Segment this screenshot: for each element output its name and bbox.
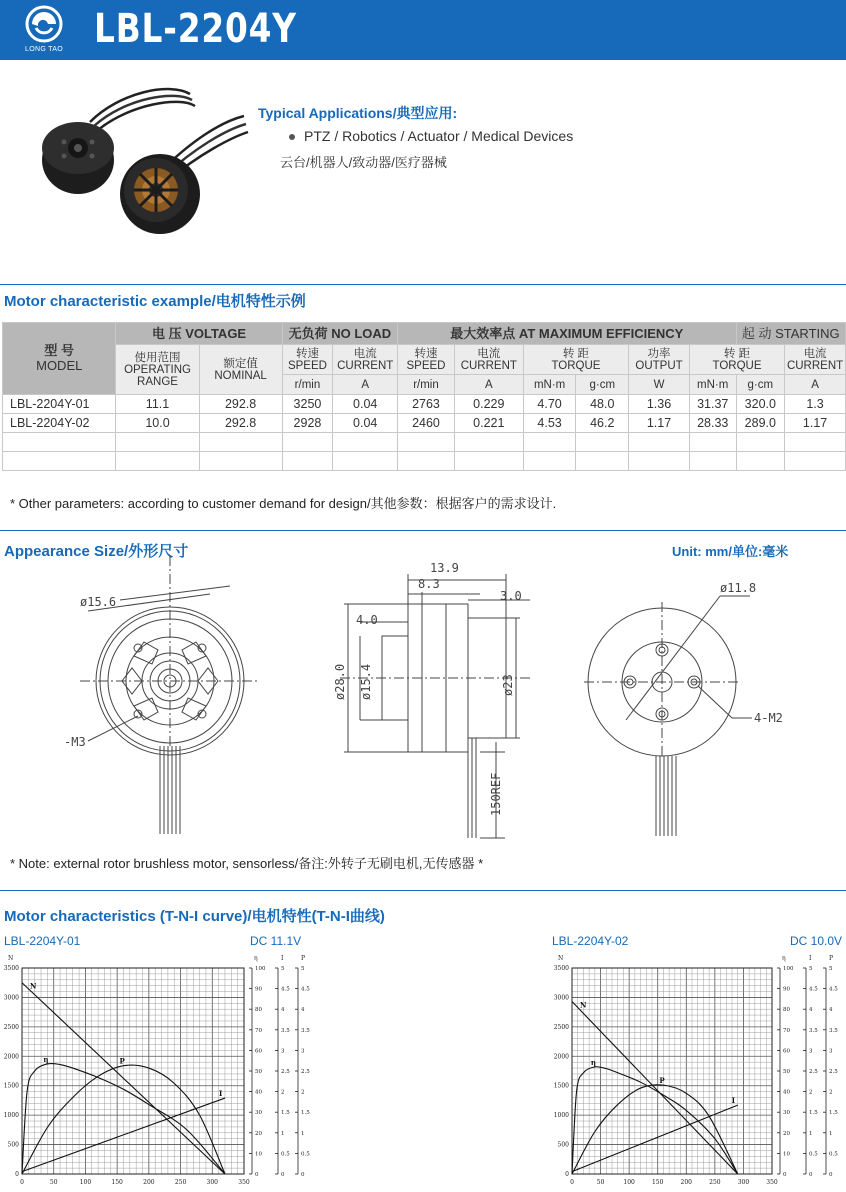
model-header-en: MODEL <box>36 358 83 373</box>
nominal-header <box>199 345 282 395</box>
right-tick-label: 1.5 <box>829 1110 838 1117</box>
dim-label: -M3 <box>64 735 86 749</box>
company-logo <box>14 4 74 58</box>
table-cell: 2928 <box>282 414 333 433</box>
unit-cell: r/min <box>398 375 455 395</box>
back-view <box>584 596 752 836</box>
table-cell: 28.33 <box>689 414 736 433</box>
right-tick-label: 3.5 <box>281 1027 290 1034</box>
right-tick-label: 4 <box>281 1007 285 1014</box>
right-tick-label: 4.5 <box>301 986 310 993</box>
noload-speed-header <box>282 345 333 375</box>
right-tick-label: 0.5 <box>829 1151 838 1158</box>
x-tick-label: 150 <box>111 1179 123 1186</box>
table-cell: 0.221 <box>454 414 523 433</box>
unit-cell: g·cm <box>576 375 629 395</box>
right-tick-label: 1 <box>809 1130 813 1137</box>
series-label: N <box>580 1000 587 1010</box>
maxeff-current-header <box>454 345 523 375</box>
right-tick-label: 10 <box>783 1151 790 1158</box>
right-tick-label: 100 <box>255 966 266 972</box>
right-tick-label: 0 <box>809 1172 813 1178</box>
x-tick-label: 50 <box>49 1179 58 1186</box>
right-tick-label: 0 <box>829 1172 833 1178</box>
table-cell: 3250 <box>282 395 333 414</box>
logo-mark-icon <box>14 4 74 46</box>
table-cell: 1.17 <box>629 414 690 433</box>
right-tick-label: 70 <box>783 1027 790 1034</box>
dim-label: 13.9 <box>430 561 459 575</box>
current-cn: 电流 <box>803 347 827 360</box>
right-tick-label: 3 <box>301 1048 305 1055</box>
nominal-en: NOMINAL <box>214 369 267 382</box>
table-cell: 48.0 <box>576 395 629 414</box>
motor-photo <box>30 82 250 242</box>
table-cell: 1.3 <box>785 395 846 414</box>
x-tick-label: 150 <box>651 1179 664 1186</box>
current-en: CURRENT <box>786 359 844 372</box>
unit-cell: A <box>454 375 523 395</box>
section-title-appearance: Appearance Size/外形尺寸 <box>4 543 189 560</box>
right-tick-label: 2 <box>301 1089 305 1096</box>
dim-label: ø11.8 <box>720 581 757 595</box>
dim-label: ø28.0 <box>333 663 347 700</box>
right-tick-label: 3.5 <box>301 1027 310 1034</box>
right-tick-label: 2 <box>829 1089 833 1096</box>
series-label: P <box>119 1056 125 1066</box>
table-cell: 4.70 <box>523 395 576 414</box>
dim-label: 3.0 <box>500 589 522 603</box>
range-en: OPERATING RANGE <box>124 363 191 388</box>
y-tick-label: 3000 <box>553 994 569 1002</box>
right-tick-label: 1 <box>829 1130 833 1137</box>
right-tick-label: 2.5 <box>809 1069 818 1075</box>
speed-cn: 转速 <box>414 347 438 360</box>
right-tick-label: 4 <box>809 1007 813 1014</box>
x-tick-label: 300 <box>737 1179 750 1186</box>
section-divider <box>0 530 846 531</box>
table-cell: 292.8 <box>199 414 282 433</box>
unit-label: Unit: mm/单位:毫米 <box>672 544 789 559</box>
right-tick-label: 40 <box>783 1089 790 1096</box>
right-tick-label: 20 <box>783 1130 790 1137</box>
x-tick-label: 250 <box>174 1179 187 1186</box>
right-tick-label: 4 <box>829 1007 833 1014</box>
torque-en: TORQUE <box>712 359 762 372</box>
series-label: η <box>43 1054 49 1064</box>
speed-en: SPEED <box>287 359 327 372</box>
dim-label: 4.0 <box>356 613 378 627</box>
chart-subtitle-2: DC 10.0V <box>790 934 843 948</box>
right-tick-label: 2 <box>809 1089 813 1096</box>
range-header <box>116 345 199 395</box>
right-tick-label: 80 <box>255 1007 262 1014</box>
right-tick-label: 0.5 <box>301 1151 310 1158</box>
right-tick-label: 0.5 <box>281 1151 290 1158</box>
torque-cn: 转 距 <box>562 347 590 360</box>
no-load-header: 无负荷 NO LOAD <box>282 323 398 345</box>
unit-cell: r/min <box>282 375 333 395</box>
right-tick-label: 0 <box>783 1172 787 1178</box>
y-tick-label: 500 <box>7 1141 19 1149</box>
unit-cell: W <box>629 375 690 395</box>
y-tick-label: 2000 <box>553 1053 569 1061</box>
right-axis-label: I <box>281 955 284 962</box>
spec-table <box>2 322 846 471</box>
noload-current-header <box>333 345 398 375</box>
table-cell: 31.37 <box>689 395 736 414</box>
series-line-N <box>572 1002 738 1174</box>
y-tick-label: 1500 <box>3 1082 19 1090</box>
right-tick-label: 4.5 <box>829 986 838 993</box>
table-cell: 1.36 <box>629 395 690 414</box>
section-divider <box>0 890 846 891</box>
x-tick-label: 100 <box>79 1179 92 1186</box>
table-cell: 11.1 <box>116 395 199 414</box>
right-tick-label: 2.5 <box>301 1069 310 1075</box>
dim-label: ø23 <box>501 674 515 696</box>
axis-label-n: N <box>558 955 564 962</box>
range-cn: 使用范围 <box>134 351 181 364</box>
torque-cn: 转 距 <box>723 347 751 360</box>
tni-chart-2 <box>546 950 846 1192</box>
table-cell: 2460 <box>398 414 455 433</box>
dim-label: ø15.4 <box>359 663 373 700</box>
x-tick-label: 200 <box>143 1179 155 1186</box>
right-tick-label: 40 <box>255 1089 262 1096</box>
current-en: CURRENT <box>337 359 394 372</box>
series-line-η <box>572 1067 738 1174</box>
dim-label: 8.3 <box>418 577 440 591</box>
right-tick-label: 20 <box>255 1130 262 1137</box>
starting-header: 起 动 STARTING <box>736 323 846 345</box>
y-tick-label: 2500 <box>3 1023 19 1031</box>
table-cell: 10.0 <box>116 414 199 433</box>
logo-text: LONG TAO <box>25 46 63 53</box>
right-tick-label: 0.5 <box>809 1151 818 1158</box>
y-tick-label: 1500 <box>553 1082 569 1090</box>
section-divider <box>0 284 846 285</box>
table-cell: 0.04 <box>333 395 398 414</box>
right-tick-label: 5 <box>809 966 813 972</box>
right-tick-label: 100 <box>783 966 794 972</box>
starting-current-header <box>785 345 846 375</box>
series-label: η <box>590 1057 596 1067</box>
table-cell: LBL-2204Y-01 <box>3 395 116 414</box>
y-tick-label: 0 <box>15 1171 19 1178</box>
applications-en: PTZ / Robotics / Actuator / Medical Devices <box>304 128 574 144</box>
right-tick-label: 70 <box>255 1027 262 1034</box>
table-cell: 0.229 <box>454 395 523 414</box>
right-tick-label: 5 <box>281 966 285 972</box>
dim-label: 4-M2 <box>754 711 783 725</box>
right-tick-label: 4.5 <box>809 986 818 993</box>
right-tick-label: 50 <box>255 1069 262 1075</box>
series-label: I <box>731 1096 735 1106</box>
other-params-note: * Other parameters: according to customer demand for design/其他参数：根据客户的需求设计. <box>10 496 557 511</box>
y-tick-label: 3500 <box>3 965 19 972</box>
right-tick-label: 30 <box>783 1110 790 1117</box>
output-en: OUTPUT <box>635 359 683 372</box>
series-label: I <box>218 1089 223 1099</box>
right-tick-label: 90 <box>783 986 790 993</box>
x-tick-label: 350 <box>238 1179 250 1186</box>
right-tick-label: 3 <box>281 1048 285 1055</box>
right-tick-label: 2.5 <box>829 1069 838 1075</box>
table-cell: 2763 <box>398 395 455 414</box>
table-row <box>3 414 846 433</box>
maxeff-speed-header <box>398 345 455 375</box>
right-tick-label: 3.5 <box>829 1027 838 1034</box>
unit-cell: A <box>785 375 846 395</box>
right-tick-label: 5 <box>829 966 833 972</box>
right-tick-label: 60 <box>783 1048 790 1055</box>
right-tick-label: 50 <box>783 1069 790 1075</box>
table-cell: LBL-2204Y-02 <box>3 414 116 433</box>
chart-title-1: LBL-2204Y-01 <box>4 934 81 948</box>
speed-cn: 转速 <box>295 347 319 360</box>
right-tick-label: 90 <box>255 986 262 993</box>
bullet-icon <box>289 134 295 140</box>
max-eff-header: 最大效率点 AT MAXIMUM EFFICIENCY <box>398 323 736 345</box>
header-bar <box>0 0 846 60</box>
maxeff-output-header <box>629 345 690 375</box>
plot-frame <box>22 968 244 1174</box>
dim-label: 150REF <box>489 772 503 816</box>
right-tick-label: 1.5 <box>301 1110 310 1117</box>
nominal-cn: 额定值 <box>223 357 258 370</box>
axis-label-n: N <box>8 955 14 962</box>
dim-label: ø15.6 <box>80 595 117 609</box>
right-tick-label: 1 <box>301 1130 305 1137</box>
right-axis-label: η <box>254 955 258 962</box>
right-tick-label: 0 <box>255 1172 259 1178</box>
motor-note: * Note: external rotor brushless motor, sensorless/备注:外转子无刷电机,无传感器 * <box>10 856 484 871</box>
right-tick-label: 30 <box>255 1110 262 1117</box>
table-row-empty <box>3 452 846 471</box>
right-tick-label: 3 <box>809 1048 813 1055</box>
plot-frame <box>572 968 772 1174</box>
right-tick-label: 4.5 <box>281 986 290 993</box>
model-header-cn: 型 号 <box>44 343 75 358</box>
current-cn: 电流 <box>477 347 501 360</box>
series-label: P <box>659 1076 665 1086</box>
right-tick-label: 5 <box>301 966 305 972</box>
current-en: CURRENT <box>460 359 517 372</box>
starting-torque-header <box>689 345 784 375</box>
right-axis-label: η <box>782 955 786 962</box>
y-tick-label: 2000 <box>3 1053 19 1061</box>
right-axis-label: I <box>809 955 812 962</box>
series-label: N <box>30 981 37 991</box>
right-tick-label: 1.5 <box>809 1110 818 1117</box>
maxeff-torque-header <box>523 345 628 375</box>
right-tick-label: 0 <box>301 1172 305 1178</box>
table-cell: 1.17 <box>785 414 846 433</box>
current-cn: 电流 <box>353 347 377 360</box>
right-axis-label: P <box>301 955 306 962</box>
y-tick-label: 0 <box>565 1171 569 1178</box>
right-tick-label: 2 <box>281 1089 285 1096</box>
right-tick-label: 60 <box>255 1048 262 1055</box>
right-tick-label: 1 <box>281 1130 285 1137</box>
voltage-header: 电 压 VOLTAGE <box>116 323 282 345</box>
unit-cell: A <box>333 375 398 395</box>
right-tick-label: 0 <box>281 1172 285 1178</box>
x-tick-label: 300 <box>206 1179 219 1186</box>
model-header <box>3 323 116 395</box>
unit-cell: mN·m <box>689 375 736 395</box>
output-cn: 功率 <box>647 347 671 360</box>
table-cell: 289.0 <box>736 414 785 433</box>
right-tick-label: 2.5 <box>281 1069 290 1075</box>
table-row-empty <box>3 433 846 452</box>
x-tick-label: 50 <box>596 1179 605 1186</box>
table-cell: 320.0 <box>736 395 785 414</box>
y-tick-label: 3500 <box>553 965 569 972</box>
x-tick-label: 100 <box>623 1179 635 1186</box>
table-cell: 4.53 <box>523 414 576 433</box>
right-tick-label: 3 <box>829 1048 833 1055</box>
torque-en: TORQUE <box>551 359 601 372</box>
x-tick-label: 0 <box>570 1179 574 1186</box>
right-tick-label: 1.5 <box>281 1110 290 1117</box>
right-tick-label: 3.5 <box>809 1027 818 1034</box>
unit-cell: g·cm <box>736 375 785 395</box>
table-row <box>3 395 846 414</box>
chart-subtitle-1: DC 11.1V <box>250 934 302 948</box>
y-tick-label: 1000 <box>553 1112 569 1120</box>
dimension-drawing <box>60 556 800 846</box>
table-cell: 46.2 <box>576 414 629 433</box>
series-line-P <box>572 1085 738 1174</box>
y-tick-label: 1000 <box>3 1112 19 1120</box>
right-tick-label: 4 <box>301 1007 305 1014</box>
right-tick-label: 80 <box>783 1007 790 1014</box>
right-tick-label: 10 <box>255 1151 262 1158</box>
applications-title: Typical Applications/典型应用: <box>258 105 458 121</box>
unit-cell: mN·m <box>523 375 576 395</box>
chart-title-2: LBL-2204Y-02 <box>552 934 629 948</box>
x-tick-label: 350 <box>766 1179 778 1186</box>
speed-en: SPEED <box>406 359 446 372</box>
page-title: LBL-2204Y <box>94 6 297 52</box>
y-tick-label: 500 <box>557 1141 569 1149</box>
section-title-curves: Motor characteristics (T-N-I curve)/电机特性(T-N-I曲线) <box>4 908 385 925</box>
x-tick-label: 250 <box>709 1179 721 1186</box>
tni-chart-1 <box>0 950 320 1192</box>
applications-cn: 云台/机器人/致动器/医疗器械 <box>280 155 447 170</box>
x-tick-label: 200 <box>680 1179 693 1186</box>
section-title-characteristic: Motor characteristic example/电机特性示例 <box>4 293 306 310</box>
x-tick-label: 0 <box>20 1179 24 1186</box>
table-cell: 0.04 <box>333 414 398 433</box>
y-tick-label: 2500 <box>553 1023 569 1031</box>
table-cell: 292.8 <box>199 395 282 414</box>
y-tick-label: 3000 <box>3 994 19 1002</box>
right-axis-label: P <box>829 955 834 962</box>
